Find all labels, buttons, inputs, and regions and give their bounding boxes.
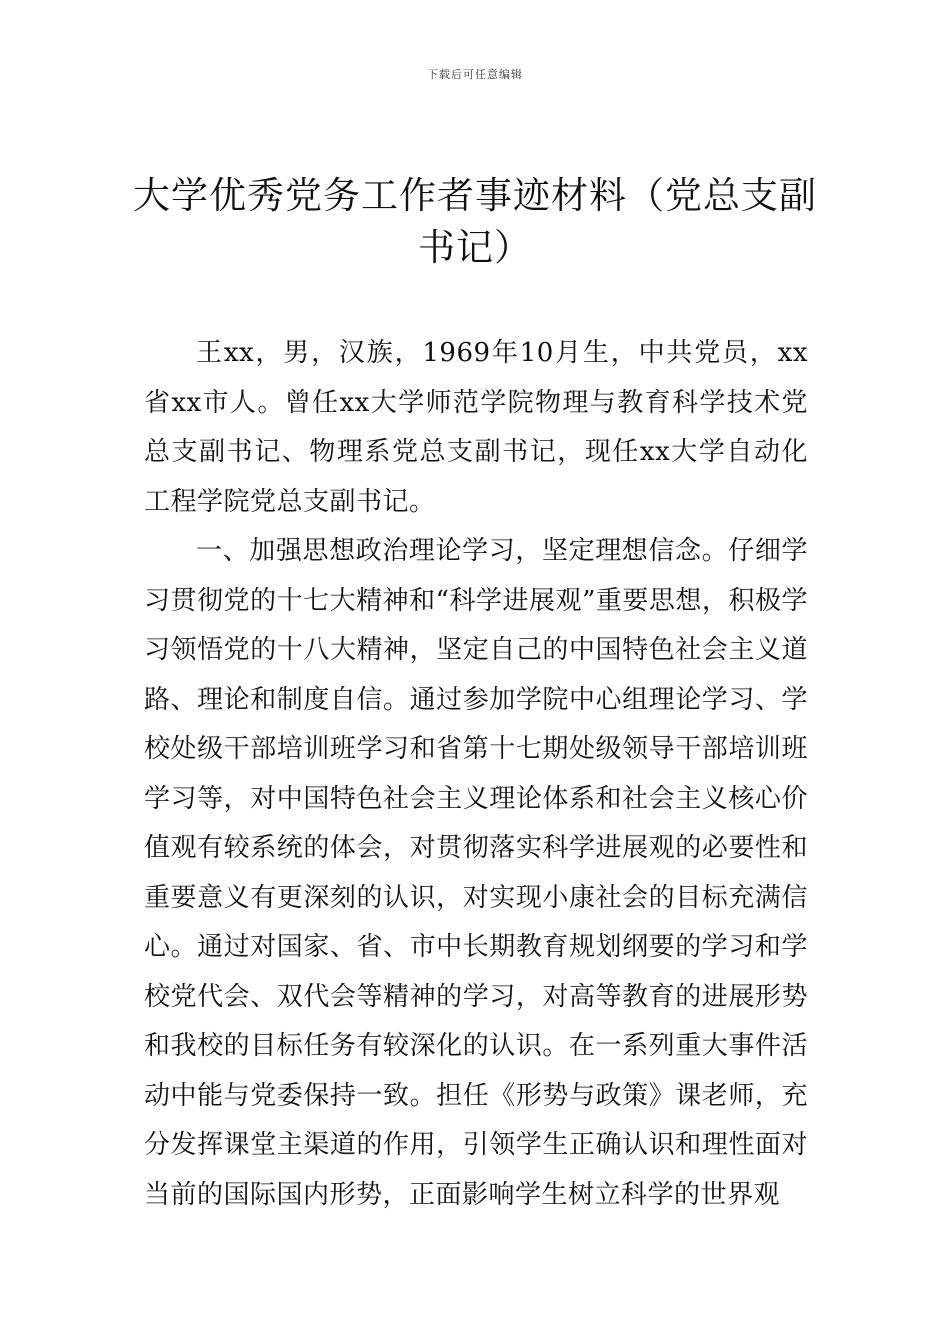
paragraph-intro: 王xx，男，汉族，1969年10月生，中共党员，xx省xx市人。曾任xx大学师范学院物理与教育科学技术党总支副书记、物理系党总支副书记，现任xx大学自动化工程学院党总支副书记。	[144, 338, 808, 517]
document-title: 大学优秀党务工作者事迹材料（党总支副书记）	[133, 174, 817, 269]
document-body	[144, 329, 808, 1220]
paragraph-section-1: 一、加强思想政治理论学习，坚定理想信念。仔细学习贯彻党的十七大精神和“科学进展观”重要思想，积极学习领悟党的十八大精神，坚定自己的中国特色社会主义道路、理论和制度自信。通过参加学院中心组理论学习、学校处级干部培训班学习和省第十七期处级领导干部培训班学习等，对中国特色社会主义理论体系和社会主义核心价值观有较系统的体会，对贯彻落实科学进展观的必要性和重要意义有更深刻的认识，对实现小康社会的目标充满信心。通过对国家、省、市中长期教育规划纲要的学习和学校党代会、双代会等精神的学习，对高等教育的进展形势和我校的目标任务有较深化的认识。在一系列重大事件活动中能与党委保持一致。担任《形势与政策》课老师，充分发挥课堂主渠道的作用，引领学生正确认识和理性面对当前的国际国内形势，正面影响学生树立科学的世界观	[144, 536, 808, 1210]
page-header-note: 下载后可任意编辑	[427, 68, 523, 81]
